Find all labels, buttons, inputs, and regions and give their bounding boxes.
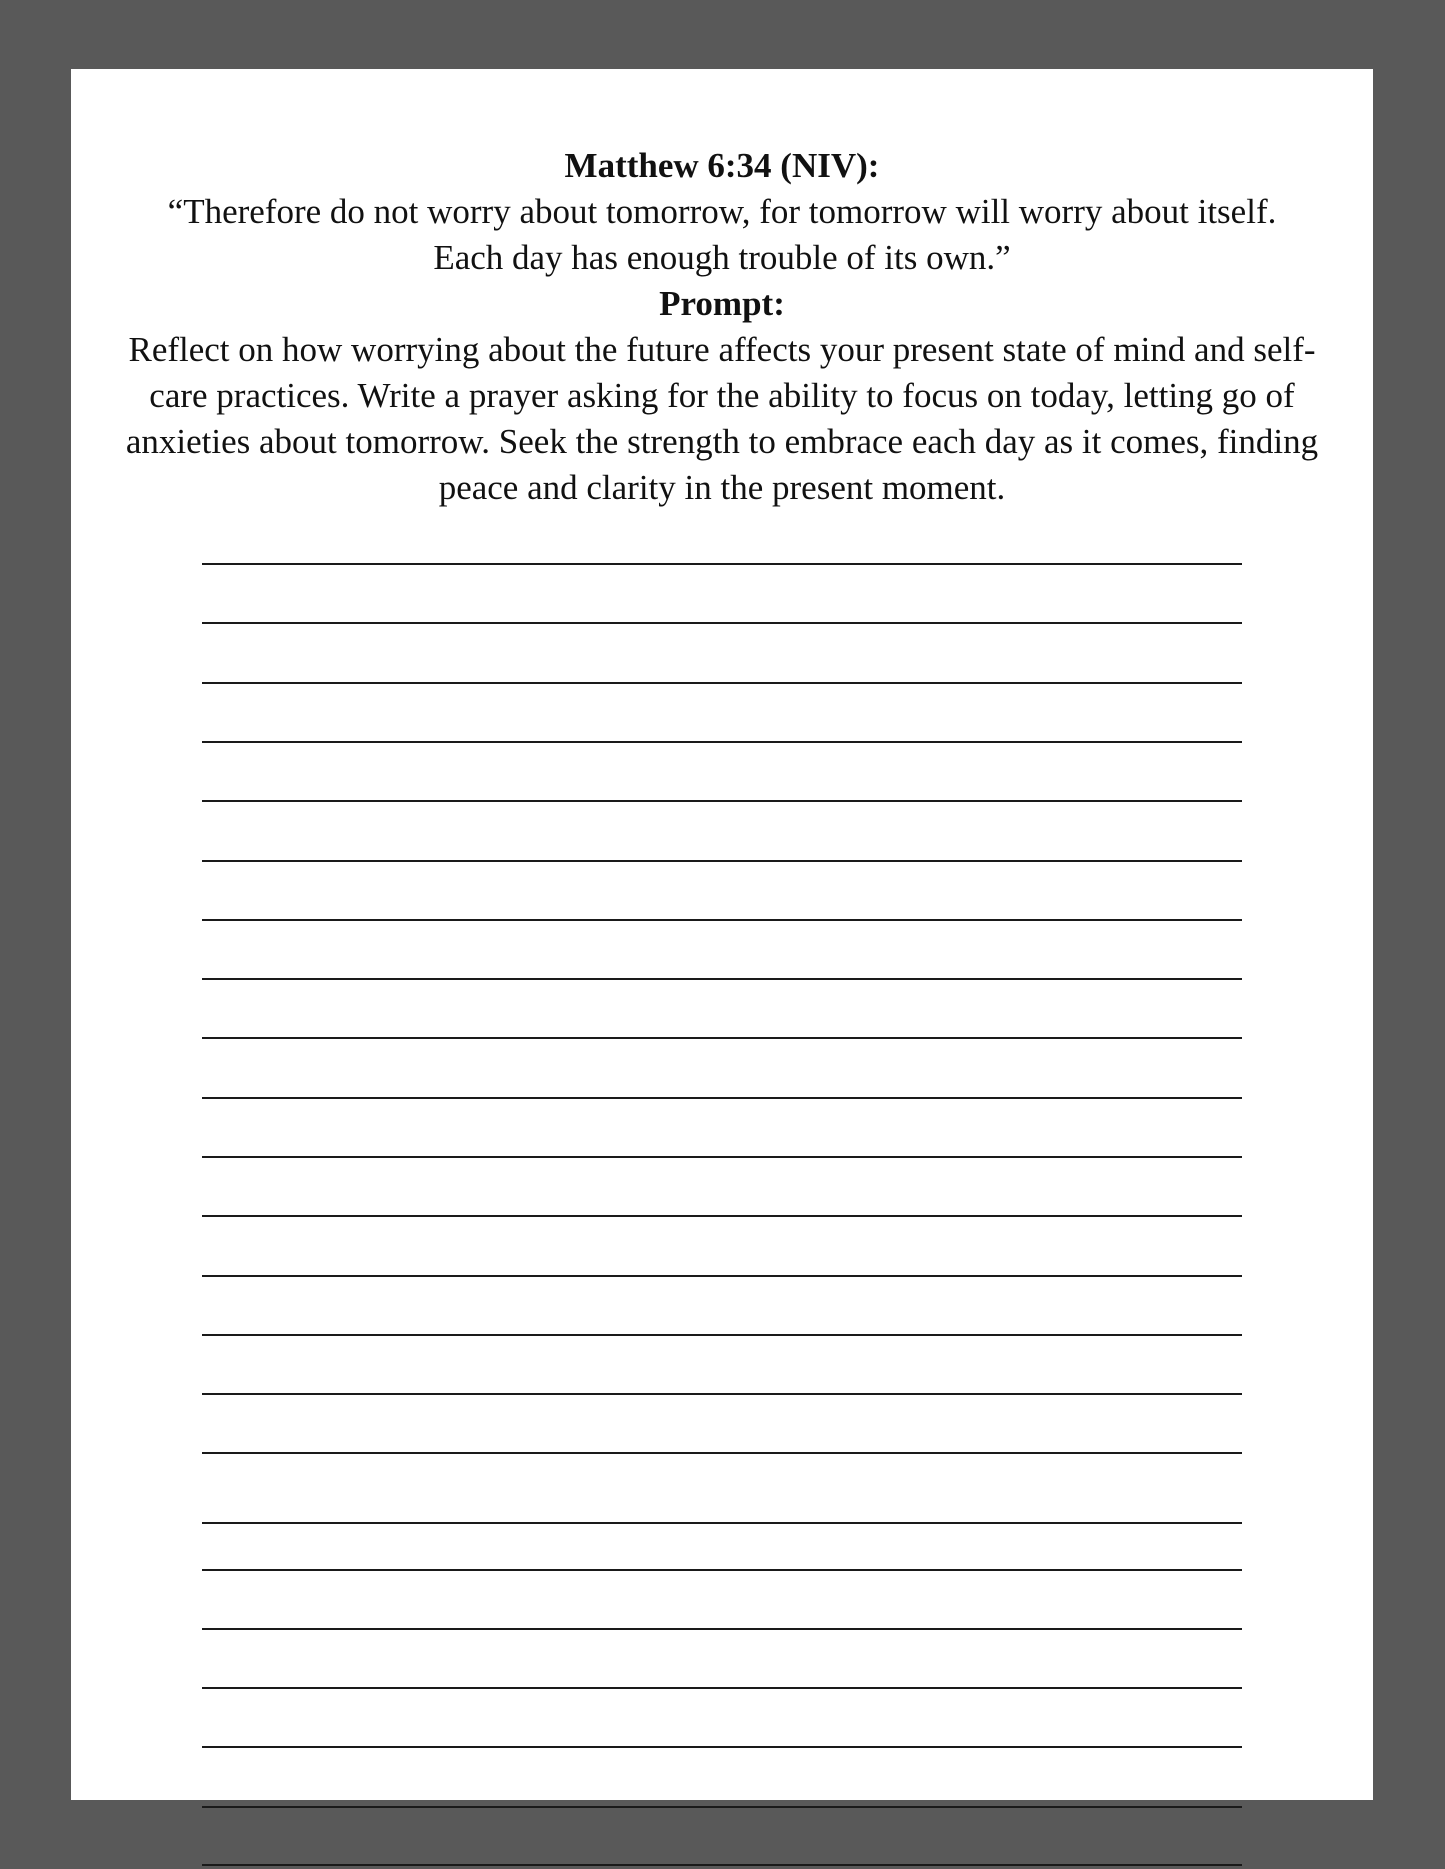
writing-line[interactable]: [202, 1864, 1242, 1866]
writing-line[interactable]: [202, 1215, 1242, 1217]
writing-line[interactable]: [202, 1806, 1242, 1808]
writing-line[interactable]: [202, 682, 1242, 684]
writing-line[interactable]: [202, 741, 1242, 743]
writing-line[interactable]: [202, 800, 1242, 802]
writing-line[interactable]: [202, 1097, 1242, 1099]
verse-heading: Matthew 6:34 (NIV):: [564, 146, 880, 185]
verse-text: “Therefore do not worry about tomorrow, for tomorrow will worry about itself. Each day has enough trouble of its own.”: [167, 192, 1277, 277]
writing-line[interactable]: [202, 1393, 1242, 1395]
writing-line[interactable]: [202, 1522, 1242, 1524]
writing-line[interactable]: [202, 1628, 1242, 1630]
writing-line[interactable]: [202, 1156, 1242, 1158]
writing-line[interactable]: [202, 1687, 1242, 1689]
writing-line[interactable]: [202, 1275, 1242, 1277]
writing-line[interactable]: [202, 860, 1242, 862]
writing-line[interactable]: [202, 978, 1242, 980]
writing-line[interactable]: [202, 1037, 1242, 1039]
writing-line[interactable]: [202, 1334, 1242, 1336]
writing-line[interactable]: [202, 622, 1242, 624]
writing-line[interactable]: [202, 563, 1242, 565]
prompt-text: Reflect on how worrying about the future affects your present state of mind and self-care practices. Write a prayer asking for the ability to focus on today, letting go of anxieties about tomorrow. Seek the strength to embrace each day as it comes, finding peace and clarity in the present moment.: [125, 330, 1319, 507]
writing-line[interactable]: [202, 1569, 1242, 1571]
writing-line[interactable]: [202, 1452, 1242, 1454]
writing-line[interactable]: [202, 919, 1242, 921]
prompt-header: [71, 143, 1373, 511]
writing-line[interactable]: [202, 1746, 1242, 1748]
prompt-heading: Prompt:: [659, 284, 785, 323]
